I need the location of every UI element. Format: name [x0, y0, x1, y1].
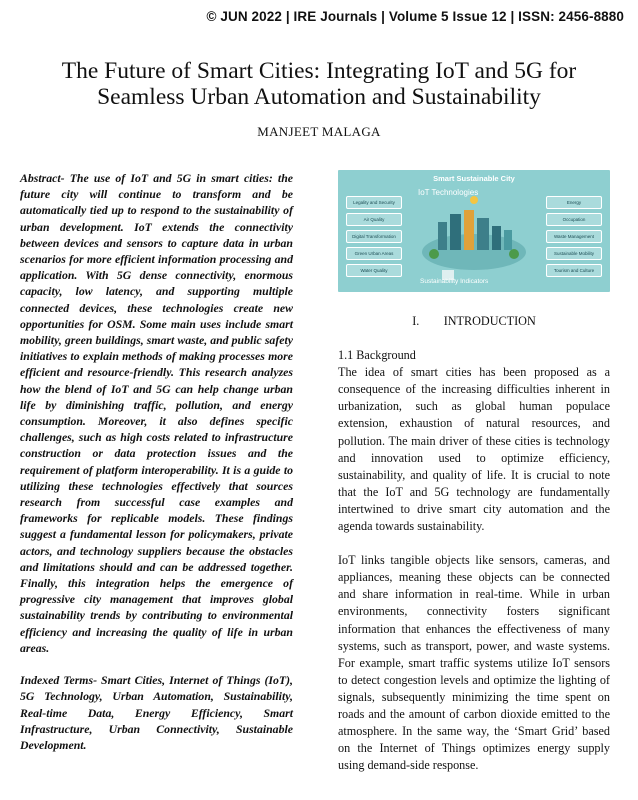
building — [477, 218, 489, 250]
figure-left-label: Green Urban Areas — [346, 247, 402, 260]
figure-left-label: Digital Transformation — [346, 230, 402, 243]
figure-right-label: Waste Management — [546, 230, 602, 243]
figure-left-label: Air Quality — [346, 213, 402, 226]
index-terms: Indexed Terms- Smart Cities, Internet of Things (IoT), 5G Technology, Urban Automation, Sustainability, Real-time Data, Energy Efficiency, Smart Infrastructure, Urban Connectivity, Sustainable Development. — [20, 673, 293, 752]
tree-icon — [509, 249, 519, 259]
building — [504, 230, 512, 250]
abstract: Abstract- The use of IoT and 5G in smart cities: the future city will continue to transform and be automatically tied up to respond to the sustainability of urban development. IoT extends the connectivity between devices and sensors to capture data in urban scenarios for more efficient information processing and application. With 5G dense connectivity, enormous capacity, low latency, and supporting multiple connected devices, these technologies create new opportunities for OSM. Some main uses include smart mobility, green buildings, smart waste, and public safety initiatives to explain methods of making processes more efficient and resource-friendly. This research analyzes how the blend of IoT and 5G can help change urban life by diminishing traffic, pollution, and energy consumption. Moreover, it also defines specific challenges, such as high costs related to infrastructure construction or data protection issues and the requirement of platform interoperability. It is a guide to utilizing these technologies effectively that sources research from successful case examples and frameworks for replicable models. These findings suggest a fundamental lesson for policymakers, private actors, and technology suppliers because the obstacles and limitations should and can be addressed together. Finally, this integration helps the emergence of progressive city management that improves global sustainability trends by contributing to environmental efficiency and increasing the quality of life in urban areas. — [20, 171, 293, 655]
right-column — [338, 313, 610, 774]
subsection-heading: 1.1 Background — [338, 348, 416, 363]
figure-right-label: Tourism and Culture — [546, 264, 602, 277]
author-name: MANJEET MALAGA — [257, 124, 381, 139]
intro-paragraph: IoT links tangible objects like sensors, cameras, and appliances, meaning these objects can be connected and share information in real-time. While in urban environments, connectivity fosters significant information that enhances the effectiveness of many systems, such as transport, power, and waste systems. For example, smart traffic systems utilize IoT sensors to detect congestion levels and optimize the lighting of signals, subsequently minimizing the time spent on roads and the amount of carbon dioxide emitted to the atmosphere. In the same way, the ‘Smart Grid’ based on the Internet of Things optimizes energy supply using demand-side response. — [338, 553, 610, 773]
sun-icon — [470, 196, 478, 204]
building — [492, 226, 501, 250]
paper-title: The Future of Smart Cities: Integrating IoT and 5G for Seamless Urban Automation and Sustainability — [61, 58, 577, 110]
left-column — [20, 170, 293, 753]
figure-right-label: Sustainable Mobility — [546, 247, 602, 260]
running-header: © JUN 2022 | IRE Journals | Volume 5 Issue 12 | ISSN: 2456-8880 — [206, 9, 624, 24]
figure-subtitle: IoT Technologies — [418, 188, 479, 197]
intro-paragraph: The idea of smart cities has been proposed as a consequence of the increasing difficulties inherent in urbanization, such as global human populace extension, exhaustion of natural resources, and pollution. The main driver of these cities is technology and innovation used to optimize efficiency, sustainability, and quality of life. It is crucial to note that the IoT and 5G technology are fundamentally intertwined to drive smart city automation and the agenda towards sustainability. — [338, 365, 610, 534]
building — [438, 222, 447, 250]
figure-footer: Sustainability Indicators — [420, 278, 489, 285]
figure-left-label: Water Quality — [346, 264, 402, 277]
figure-right-label: Energy — [546, 196, 602, 209]
smart-city-figure — [338, 170, 610, 292]
building — [450, 214, 461, 250]
tree-icon — [429, 249, 439, 259]
figure-left-label: Legality and Security — [346, 196, 402, 209]
figure-title: Smart Sustainable City — [433, 174, 515, 183]
building — [464, 210, 474, 250]
figure-right-label: Occupation — [546, 213, 602, 226]
section-heading: I. INTRODUCTION — [412, 314, 536, 328]
